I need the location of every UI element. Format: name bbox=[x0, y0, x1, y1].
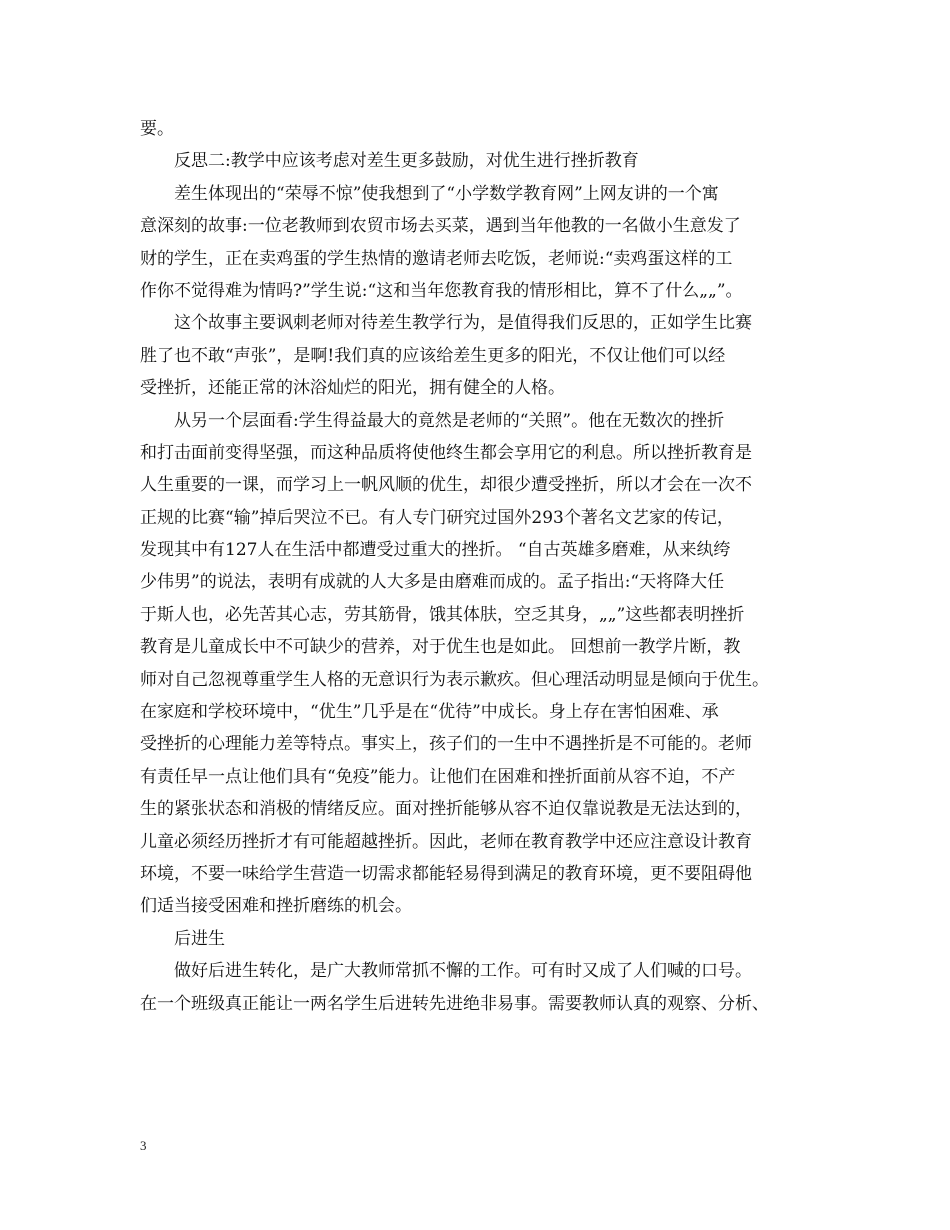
text-line: 有责任早一点让他们具有“免疫”能力。让他们在困难和挫折面前从容不迫，不产 bbox=[140, 766, 736, 787]
text-line: 师对自己忽视尊重学生人格的无意识行为表示歉疚。但心理活动明显是倾向于优生。 bbox=[140, 669, 769, 690]
text-line: 财的学生，正在卖鸡蛋的学生热情的邀请老师去吃饭，老师说:“卖鸡蛋这样的工 bbox=[140, 248, 733, 269]
text-line: 受挫折，还能正常的沐浴灿烂的阳光，拥有健全的人格。 bbox=[140, 378, 565, 399]
text-line: 生的紧张状态和消极的情绪反应。面对挫折能够从容不迫仅靠说教是无法达到的， bbox=[140, 799, 752, 820]
text-line: 和打击面前变得坚强，而这种品质将使他终生都会享用它的利息。所以挫折教育是 bbox=[140, 442, 752, 463]
text-line: 反思二:教学中应该考虑对差生更多鼓励，对优生进行挫折教育 bbox=[174, 151, 639, 172]
text-line: 意深刻的故事:一位老教师到农贸市场去买菜，遇到当年他教的一名做小生意发了 bbox=[140, 216, 741, 237]
text-line: 们适当接受困难和挫折磨练的机会。 bbox=[140, 896, 412, 917]
text-line: 环境，不要一味给学生营造一切需求都能轻易得到满足的教育环境，更不要阻碍他 bbox=[140, 863, 752, 884]
text-line: 人生重要的一课，而学习上一帆风顺的优生，却很少遭受挫折，所以才会在一次不 bbox=[140, 475, 752, 496]
text-line: 于斯人也，必先苦其心志，劳其筋骨，饿其体肤，空乏其身，„„”这些都表明挫折 bbox=[140, 604, 745, 625]
text-line: 受挫折的心理能力差等特点。事实上，孩子们的一生中不遇挫折是不可能的。老师 bbox=[140, 734, 752, 755]
text-line: 胜了也不敢“声张”，是啊!我们真的应该给差生更多的阳光，不仅让他们可以经 bbox=[140, 345, 726, 366]
text-line: 差生体现出的“荣辱不惊”使我想到了“小学数学教育网”上网友讲的一个寓 bbox=[174, 183, 719, 204]
text-line: 从另一个层面看:学生得益最大的竟然是老师的“关照”。他在无数次的挫折 bbox=[174, 410, 725, 431]
text-line: 后进生 bbox=[174, 928, 225, 949]
page-number: 3 bbox=[140, 1138, 147, 1153]
text-line: 儿童必须经历挫折才有可能超越挫折。因此，老师在教育教学中还应注意设计教育 bbox=[140, 831, 752, 852]
text-line: 在家庭和学校环境中，“优生”几乎是在“优待”中成长。身上存在害怕困难、承 bbox=[140, 702, 719, 723]
text-line: 这个故事主要讽刺老师对待差生教学行为，是值得我们反思的，正如学生比赛 bbox=[174, 313, 752, 334]
text-line: 在一个班级真正能让一两名学生后进转先进绝非易事。需要教师认真的观察、分析、 bbox=[140, 993, 769, 1014]
text-line: 发现其中有127人在生活中都遭受过重大的挫折。 “自古英雄多磨难，从来纨绔 bbox=[140, 540, 731, 561]
text-line: 作你不觉得难为情吗?”学生说:“这和当年您教育我的情形相比，算不了什么„„”。 bbox=[140, 280, 743, 301]
body-text bbox=[140, 113, 830, 1020]
text-line: 正规的比赛“输”掉后哭泣不已。有人专门研究过国外293个著名文艺家的传记， bbox=[140, 507, 734, 528]
text-line: 做好后进生转化，是广大教师常抓不懈的工作。可有时又成了人们喊的口号。 bbox=[174, 961, 752, 982]
text-line: 少伟男”的说法，表明有成就的人大多是由磨难而成的。孟子指出:“天将降大任 bbox=[140, 572, 725, 593]
text-line: 要。 bbox=[140, 119, 174, 139]
text-line: 教育是儿童成长中不可缺少的营养，对于优生也是如此。 回想前一教学片断，教 bbox=[140, 637, 741, 658]
